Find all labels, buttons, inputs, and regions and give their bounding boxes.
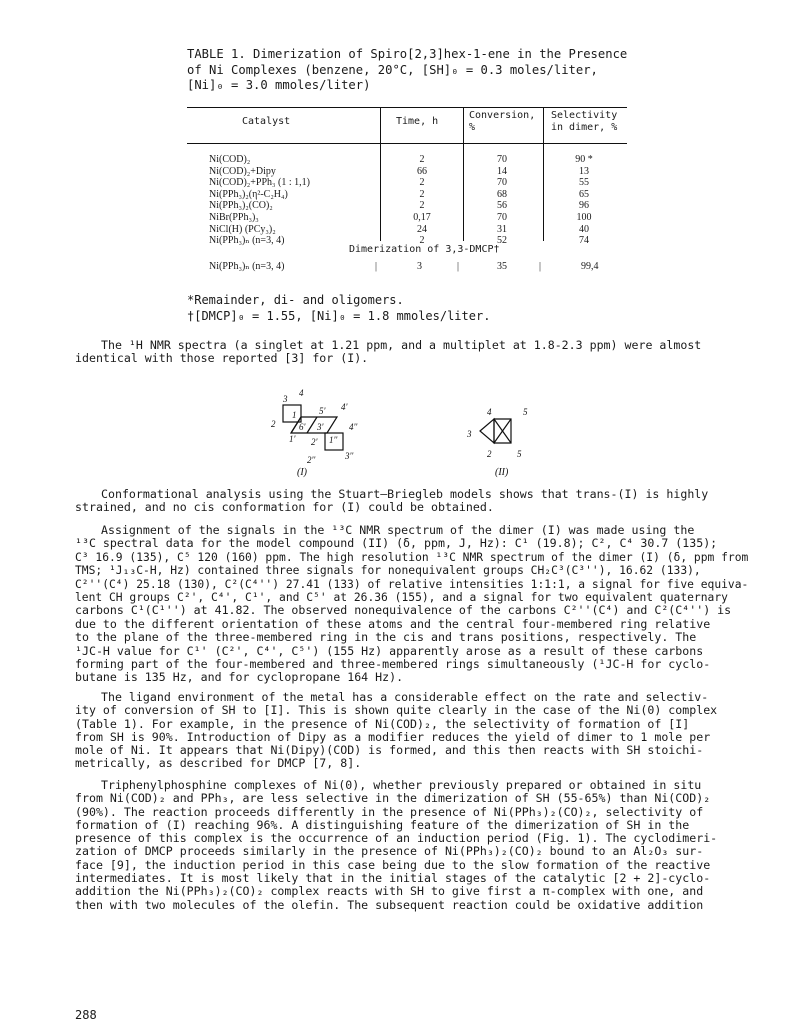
text-line: C²''(C⁴) 25.18 (130), C²(C⁴'') 27.41 (133) of relative intensities 1:1:1, a signal for five equiva- (75, 577, 749, 591)
table-header-rule (187, 143, 627, 144)
row-selectivity: 74 (579, 235, 589, 247)
caption-line: TABLE 1. Dimerization of Spiro[2,3]hex-1-ene in the Presence (187, 47, 628, 61)
text-line: to the plane of the three-membered ring in the cis and trans positions, respectively. The (75, 630, 697, 645)
row-catalyst: Ni(COD)₂ (209, 154, 251, 165)
atom-label: 6' (299, 422, 306, 432)
row-catalyst: Ni(COD)₂+Dipy (209, 165, 276, 177)
row-time: 0,17 (413, 212, 431, 223)
text-line: TMS; ¹J₁₃C-H, Hz) contained three signals for nonequivalent groups CH₂C³(C³''), 16.62 (133), (75, 564, 701, 578)
row-time: 2 (419, 154, 425, 165)
row-time: 2 (419, 235, 425, 247)
last-row-selectivity: 99,4 (581, 261, 599, 272)
col-divider (463, 143, 464, 241)
row-conversion: 14 (497, 165, 507, 177)
atom-label: 3 (467, 429, 472, 439)
row-time: 2 (419, 200, 425, 212)
atom-label: 3' (317, 422, 324, 432)
atom-label: 1 (292, 410, 297, 420)
text-line: ity of conversion of SH to [I]. This is shown quite clearly in the case of the Ni(0) complex (75, 703, 718, 718)
row-selectivity: 13 (579, 165, 589, 177)
atom-label: 4 (299, 388, 304, 398)
text-line: strained, and no cis conformation for (I) could be obtained. (75, 500, 494, 515)
text-line: carbons C¹(C¹'') at 41.82. The observed nonequivalence of the carbons C²''(C⁴) and C²(C⁴'') is (75, 603, 732, 618)
text-line: The ligand environment of the metal has a considerable effect on the rate and selectiv- (101, 690, 709, 704)
table-caption (187, 47, 637, 94)
text-line: due to the different orientation of these atoms and the central four-membered ring relative (75, 616, 711, 631)
atom-label: 3'' (345, 451, 354, 461)
text-line: C³ 16.9 (135), C⁵ 120 (160) ppm. The high resolution ¹³C NMR spectrum of the dimer (I) (δ, ppm from (75, 550, 749, 564)
header-catalyst: Catalyst (242, 116, 291, 127)
structure-label: (II) (495, 467, 509, 478)
last-row-catalyst: Ni(PPh₃)ₙ (n=3, 4) (209, 261, 285, 272)
row-catalyst: Ni(PPh₃)ₙ (n=3, 4) (209, 235, 285, 247)
row-catalyst: NiBr(PPh₃)₃ (209, 212, 259, 223)
text-line: from SH is 90%. Introduction of Dipy as a modifier reduces the yield of dimer to 1 mole per (75, 729, 711, 744)
text-line: forming part of the four-membered and three-membered rings simultaneously (¹JC-H for cyclo- (75, 657, 711, 672)
row-conversion: 52 (497, 235, 507, 247)
caption-line: of Ni Complexes (benzene, 20°C, [SH]₀ = 0.3 moles/liter, (187, 62, 598, 77)
header-conversion-unit: % (469, 122, 476, 133)
text-line: metrically, as described for DMCP [7, 8]. (75, 756, 362, 771)
last-row-sep: | (457, 261, 460, 272)
row-selectivity: 100 (576, 212, 592, 223)
structure-figure (255, 385, 555, 480)
last-row-sep: | (375, 261, 378, 272)
paragraph-2 (75, 488, 747, 515)
row-selectivity: 96 (579, 200, 589, 212)
row-catalyst: Ni(PPh₃)₂(CO)₂ (209, 200, 273, 212)
paragraph-1 (75, 339, 747, 366)
text-line: then with two molecules of the olefin. The subsequent reaction could be oxidative addition (75, 897, 704, 912)
atom-label: 4' (341, 402, 348, 412)
text-line: (Table 1). For example, in the presence of Ni(COD)₂, the selectivity of formation of [I] (75, 716, 690, 731)
text-line: ¹³C spectral data for the model compound (II) (δ, ppm, J, Hz): C¹ (19.8); C², C⁴ 30.7 (135); (75, 536, 718, 551)
atom-label: 2' (311, 437, 318, 447)
row-conversion: 56 (497, 200, 507, 212)
col-divider (463, 107, 464, 143)
paragraph-4 (75, 691, 747, 771)
text-line: Assignment of the signals in the ¹³C NMR spectrum of the dimer (I) was made using the (101, 523, 695, 537)
col-divider (380, 107, 381, 143)
last-row-conversion: 35 (497, 261, 507, 272)
footnote-star: *Remainder, di- and oligomers. (187, 293, 404, 307)
text-line: butane is 135 Hz, and for cyclopropane 164 Hz). (75, 670, 404, 685)
structure-label: (I) (297, 467, 307, 478)
text-line: ¹JC-H value for C¹' (C²', C⁴', C⁵') (155 Hz) apparently arose as a result of these carbons (75, 643, 704, 658)
row-conversion: 70 (497, 212, 507, 223)
paragraph-3 (75, 524, 747, 685)
caption-line: [Ni]₀ = 3.0 mmoles/liter) (187, 78, 371, 92)
row-catalyst: Ni(COD)₂+PPh₃ (1 : 1,1) (209, 177, 310, 189)
atom-label: 1'' (329, 435, 338, 445)
atom-label: 3 (283, 394, 288, 404)
footnote-dagger: †[DMCP]₀ = 1.55, [Ni]₀ = 1.8 mmoles/liter. (187, 309, 491, 323)
page-number: 288 (75, 1008, 97, 1022)
text-line: identical with those reported [3] for (I). (75, 351, 369, 366)
structure-II (480, 419, 511, 443)
text-line: face [9], the induction period in this case being due to the slow formation of the reactive (75, 857, 711, 872)
header-conversion: Conversion, (469, 110, 536, 121)
header-selectivity-unit: in dimer, % (551, 122, 618, 133)
text-line: mole of Ni. It appears that Ni(Dipy)(COD) is formed, and this then reacts with SH stoichi- (75, 743, 704, 758)
row-conversion: 70 (497, 154, 507, 165)
row-catalyst: NiCl(H) (PCy₃)₂ (209, 223, 276, 235)
col-divider (543, 107, 544, 143)
atom-label: 2 (487, 449, 492, 459)
text-line: addition the Ni(PPh₃)₂(CO)₂ complex reacts with SH to give first a π-complex with one, and (75, 884, 704, 899)
row-conversion: 70 (497, 177, 507, 189)
atom-label: 5 (523, 407, 528, 417)
text-line: formation of (I) reaching 96%. A distinguishing feature of the dimerization of SH in the (75, 817, 690, 832)
row-time: 66 (417, 165, 427, 177)
row-selectivity: 90 * (575, 154, 593, 165)
atom-label: 2'' (307, 455, 316, 465)
text-line: intermediates. It is most likely that in the initial stages of the catalytic [2 + 2]-cyclo- (75, 871, 711, 886)
atom-label: 4 (487, 407, 492, 417)
header-selectivity: Selectivity (551, 110, 618, 121)
last-row-sep: | (539, 261, 542, 272)
text-line: Triphenylphosphine complexes of Ni(0), whether previously prepared or obtained in situ (101, 778, 702, 792)
header-time: Time, h (396, 116, 439, 127)
atom-label: 4'' (349, 422, 358, 432)
text-line: Conformational analysis using the Stuart–Briegleb models shows that trans-(I) is highly (101, 487, 709, 501)
text-line: zation of DMCP proceeds similarly in the presence of Ni(PPh₃)₂(CO)₂ bound to an Al₂O₃ sur- (75, 844, 704, 859)
row-time: 2 (419, 177, 425, 189)
atom-label: 1' (289, 434, 296, 444)
text-line: The ¹H NMR spectra (a singlet at 1.21 ppm, and a multiplet at 1.8-2.3 ppm) were almost (101, 338, 702, 352)
table-subheading: Dimerization of 3,3-DMCP† (349, 244, 500, 255)
row-time: 2 (419, 188, 425, 200)
text-line: (90%). The reaction proceeds differently in the presence of Ni(PPh₃)₂(CO)₂, selectivity of (75, 804, 704, 819)
row-selectivity: 65 (579, 188, 589, 200)
text-line: lent CH groups C²', C⁴', C¹', and C⁵' at 26.36 (155), and a signal for two equivalent quaternary (75, 591, 728, 605)
row-selectivity: 55 (579, 177, 589, 189)
col-divider (380, 143, 381, 241)
row-time: 24 (417, 223, 427, 235)
row-catalyst: Ni(PPh₃)₂(η²-C₂H₄) (209, 188, 288, 200)
text-line: from Ni(COD)₂ and PPh₃, are less selective in the dimerization of SH (55-65%) than Ni(COD)₂ (75, 791, 711, 806)
row-selectivity: 40 (579, 223, 589, 235)
row-conversion: 68 (497, 188, 507, 200)
paragraph-5 (75, 779, 747, 912)
text-line: presence of this complex is the occurrence of an induction period (Fig. 1). The cyclodimeri- (75, 831, 718, 846)
col-divider (543, 143, 544, 241)
atom-label: 2 (271, 419, 276, 429)
atom-label: 5' (319, 406, 326, 416)
atom-label: 5 (517, 449, 522, 459)
last-row-time: 3 (417, 261, 422, 272)
row-conversion: 31 (497, 223, 507, 235)
table-top-rule (187, 107, 627, 108)
